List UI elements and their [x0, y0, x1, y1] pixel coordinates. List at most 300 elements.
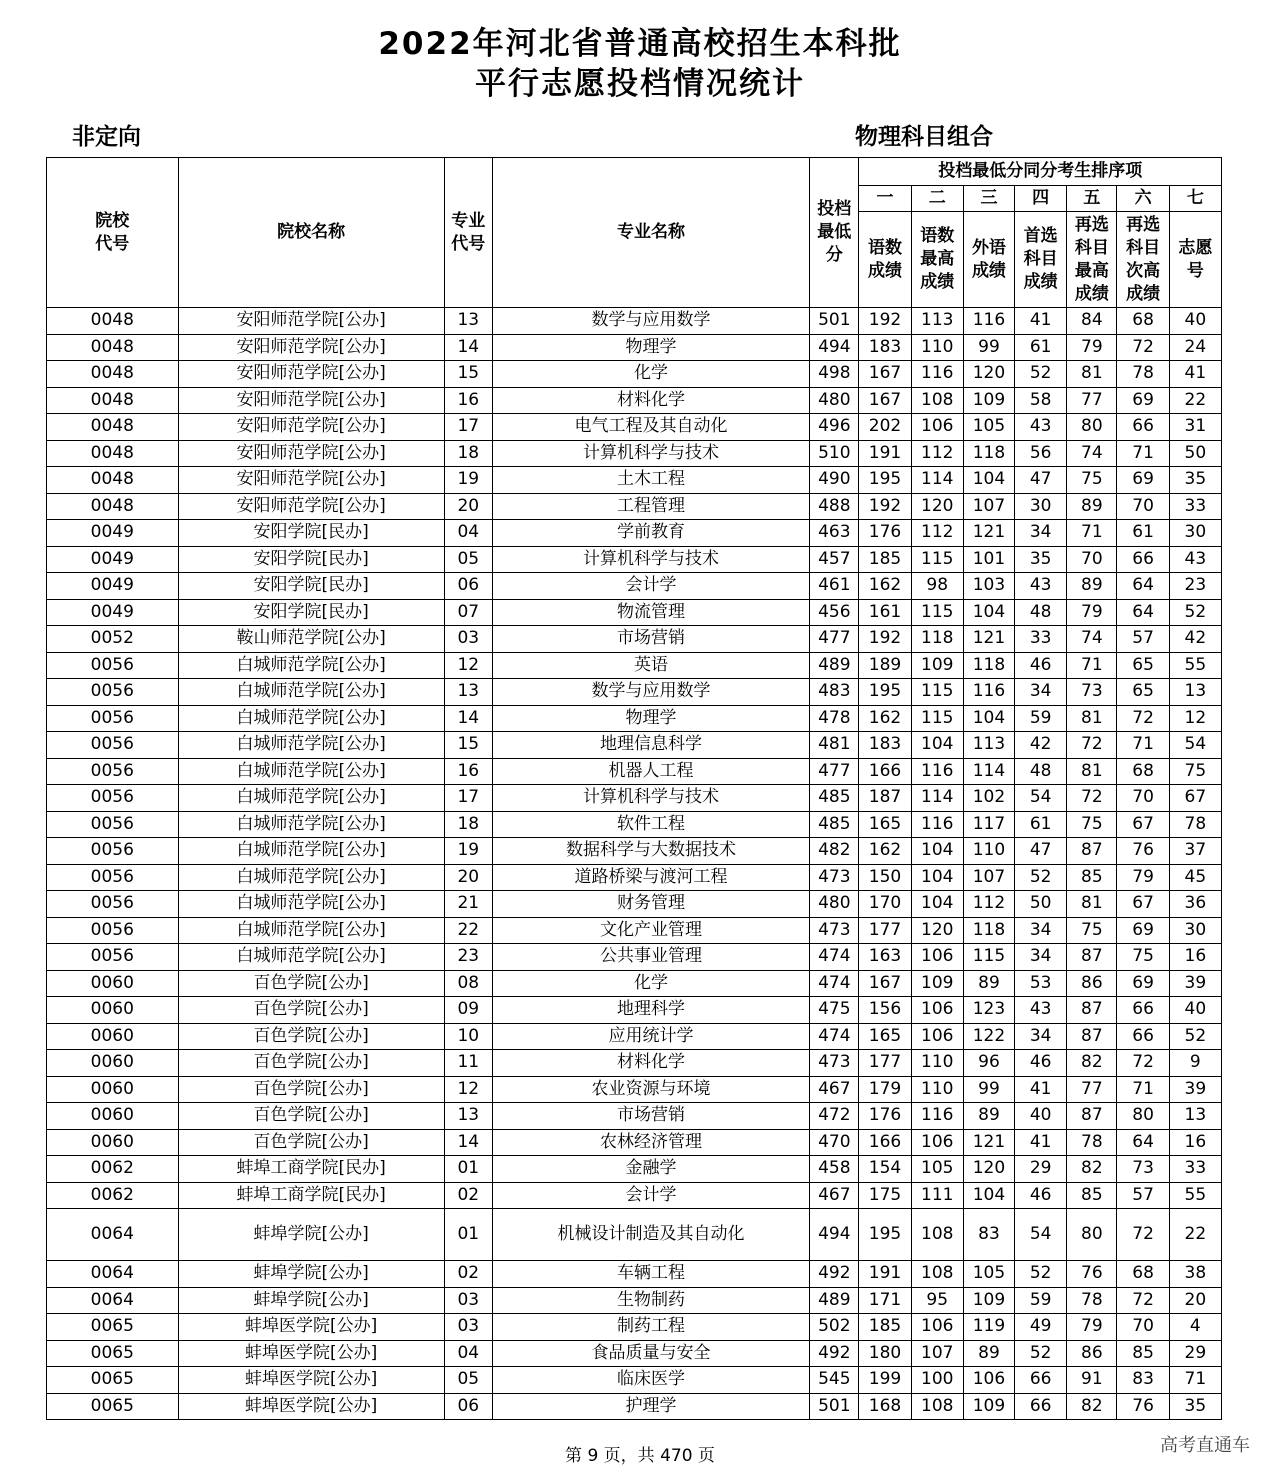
cell-chinese-math: 192	[859, 308, 911, 335]
cell-major-name: 财务管理	[492, 891, 809, 918]
page-footer: 第 9 页，共 470 页	[565, 1446, 715, 1466]
cell-chinese-math-max: 106	[911, 1314, 963, 1341]
cell-major-name: 金融学	[492, 1156, 809, 1183]
cell-chinese-math: 162	[859, 838, 911, 865]
cell-preference-no: 22	[1169, 387, 1221, 414]
cell-second-subject-max: 85	[1067, 864, 1117, 891]
cell-school-name: 安阳师范学院[公办]	[178, 334, 444, 361]
cell-preference-no: 78	[1169, 811, 1221, 838]
cell-first-subject: 48	[1015, 599, 1067, 626]
cell-chinese-math: 161	[859, 599, 911, 626]
cell-second-subject-max: 72	[1067, 732, 1117, 759]
cell-second-subject-next: 66	[1117, 1023, 1169, 1050]
cell-min-score: 485	[810, 785, 859, 812]
cell-major-code: 13	[444, 308, 492, 335]
cell-chinese-math-max: 106	[911, 1129, 963, 1156]
cell-foreign-lang: 109	[963, 1393, 1014, 1420]
cell-preference-no: 30	[1169, 917, 1221, 944]
header-rank-3: 三	[963, 186, 1014, 212]
cell-min-score: 463	[810, 520, 859, 547]
cell-second-subject-max: 73	[1067, 679, 1117, 706]
cell-school-code: 0064	[47, 1209, 179, 1261]
cell-major-code: 02	[444, 1261, 492, 1288]
cell-school-name: 安阳师范学院[公办]	[178, 361, 444, 388]
cell-first-subject: 54	[1015, 785, 1067, 812]
cell-min-score: 473	[810, 917, 859, 944]
table-row	[47, 1050, 1222, 1077]
cell-second-subject-next: 57	[1117, 626, 1169, 653]
cell-second-subject-next: 57	[1117, 1182, 1169, 1209]
cell-chinese-math-max: 115	[911, 546, 963, 573]
cell-chinese-math: 165	[859, 1023, 911, 1050]
table-row	[47, 1076, 1222, 1103]
table-row	[47, 1129, 1222, 1156]
cell-foreign-lang: 121	[963, 520, 1014, 547]
cell-major-code: 13	[444, 1103, 492, 1130]
cell-first-subject: 52	[1015, 1261, 1067, 1288]
cell-school-code: 0060	[47, 1076, 179, 1103]
cell-school-name: 蚌埠工商学院[民办]	[178, 1156, 444, 1183]
cell-second-subject-max: 87	[1067, 838, 1117, 865]
cell-second-subject-next: 67	[1117, 891, 1169, 918]
cell-min-score: 467	[810, 1076, 859, 1103]
cell-school-name: 百色学院[公办]	[178, 1023, 444, 1050]
cell-major-code: 06	[444, 573, 492, 600]
cell-second-subject-next: 71	[1117, 440, 1169, 467]
cell-major-code: 06	[444, 1393, 492, 1420]
cell-major-name: 材料化学	[492, 1050, 809, 1077]
table-row	[47, 440, 1222, 467]
cell-major-code: 19	[444, 467, 492, 494]
header-rank-7: 七	[1169, 186, 1221, 212]
cell-chinese-math: 192	[859, 626, 911, 653]
table-row	[47, 1393, 1222, 1420]
cell-foreign-lang: 104	[963, 467, 1014, 494]
cell-min-score: 498	[810, 361, 859, 388]
table-row	[47, 864, 1222, 891]
cell-second-subject-max: 74	[1067, 440, 1117, 467]
cell-school-name: 安阳师范学院[公办]	[178, 440, 444, 467]
cell-chinese-math: 162	[859, 573, 911, 600]
cell-second-subject-max: 87	[1067, 944, 1117, 971]
cell-chinese-math-max: 100	[911, 1367, 963, 1394]
cell-second-subject-next: 76	[1117, 1393, 1169, 1420]
cell-min-score: 489	[810, 652, 859, 679]
cell-major-name: 道路桥梁与渡河工程	[492, 864, 809, 891]
cell-school-name: 百色学院[公办]	[178, 1129, 444, 1156]
cell-preference-no: 20	[1169, 1287, 1221, 1314]
cell-first-subject: 59	[1015, 705, 1067, 732]
cell-major-code: 17	[444, 414, 492, 441]
cell-school-code: 0064	[47, 1261, 179, 1288]
cell-preference-no: 40	[1169, 308, 1221, 335]
cell-preference-no: 45	[1169, 864, 1221, 891]
cell-chinese-math-max: 106	[911, 944, 963, 971]
cell-major-code: 15	[444, 732, 492, 759]
cell-second-subject-max: 75	[1067, 917, 1117, 944]
header-rank-6: 六	[1117, 186, 1169, 212]
cell-foreign-lang: 89	[963, 1340, 1014, 1367]
cell-preference-no: 30	[1169, 520, 1221, 547]
cell-chinese-math-max: 116	[911, 811, 963, 838]
cell-major-code: 03	[444, 626, 492, 653]
cell-school-name: 百色学院[公办]	[178, 1076, 444, 1103]
cell-school-name: 白城师范学院[公办]	[178, 838, 444, 865]
cell-major-code: 12	[444, 652, 492, 679]
cell-chinese-math: 170	[859, 891, 911, 918]
cell-major-name: 英语	[492, 652, 809, 679]
cell-second-subject-next: 78	[1117, 361, 1169, 388]
cell-second-subject-max: 87	[1067, 1103, 1117, 1130]
cell-second-subject-max: 78	[1067, 1129, 1117, 1156]
cell-second-subject-next: 83	[1117, 1367, 1169, 1394]
cell-major-code: 07	[444, 599, 492, 626]
cell-foreign-lang: 102	[963, 785, 1014, 812]
cell-major-name: 化学	[492, 361, 809, 388]
cell-second-subject-next: 68	[1117, 308, 1169, 335]
cell-school-code: 0065	[47, 1367, 179, 1394]
cell-foreign-lang: 120	[963, 361, 1014, 388]
cell-preference-no: 35	[1169, 467, 1221, 494]
header-major-name: 专业名称	[492, 158, 809, 308]
table-row	[47, 758, 1222, 785]
cell-preference-no: 35	[1169, 1393, 1221, 1420]
cell-major-code: 13	[444, 679, 492, 706]
cell-second-subject-next: 69	[1117, 387, 1169, 414]
cell-major-code: 20	[444, 864, 492, 891]
cell-preference-no: 52	[1169, 1023, 1221, 1050]
cell-second-subject-next: 66	[1117, 997, 1169, 1024]
cell-second-subject-next: 68	[1117, 758, 1169, 785]
cell-foreign-lang: 119	[963, 1314, 1014, 1341]
cell-min-score: 475	[810, 997, 859, 1024]
table-row	[47, 997, 1222, 1024]
cell-major-code: 04	[444, 520, 492, 547]
cell-first-subject: 46	[1015, 652, 1067, 679]
cell-school-name: 白城师范学院[公办]	[178, 811, 444, 838]
cell-chinese-math-max: 112	[911, 520, 963, 547]
cell-school-code: 0056	[47, 838, 179, 865]
table-row	[47, 705, 1222, 732]
cell-major-code: 05	[444, 546, 492, 573]
cell-second-subject-next: 72	[1117, 1287, 1169, 1314]
cell-chinese-math-max: 106	[911, 997, 963, 1024]
cell-chinese-math: 195	[859, 467, 911, 494]
cell-chinese-math: 175	[859, 1182, 911, 1209]
cell-school-name: 白城师范学院[公办]	[178, 891, 444, 918]
table-row	[47, 361, 1222, 388]
cell-school-code: 0052	[47, 626, 179, 653]
cell-second-subject-next: 65	[1117, 679, 1169, 706]
cell-chinese-math-max: 104	[911, 864, 963, 891]
cell-preference-no: 55	[1169, 1182, 1221, 1209]
cell-chinese-math: 150	[859, 864, 911, 891]
cell-chinese-math-max: 116	[911, 758, 963, 785]
cell-school-name: 蚌埠医学院[公办]	[178, 1367, 444, 1394]
cell-first-subject: 66	[1015, 1393, 1067, 1420]
cell-min-score: 458	[810, 1156, 859, 1183]
subtitle-category: 非定向	[72, 124, 141, 150]
cell-major-name: 化学	[492, 970, 809, 997]
cell-second-subject-max: 87	[1067, 997, 1117, 1024]
cell-chinese-math-max: 104	[911, 732, 963, 759]
cell-preference-no: 24	[1169, 334, 1221, 361]
cell-major-code: 18	[444, 440, 492, 467]
table-row	[47, 1156, 1222, 1183]
table-row	[47, 1314, 1222, 1341]
cell-school-name: 白城师范学院[公办]	[178, 732, 444, 759]
cell-chinese-math-max: 115	[911, 679, 963, 706]
cell-chinese-math-max: 111	[911, 1182, 963, 1209]
table-row	[47, 891, 1222, 918]
cell-second-subject-max: 84	[1067, 308, 1117, 335]
cell-chinese-math-max: 120	[911, 917, 963, 944]
cell-chinese-math: 195	[859, 679, 911, 706]
cell-second-subject-max: 71	[1067, 520, 1117, 547]
cell-school-name: 蚌埠工商学院[民办]	[178, 1182, 444, 1209]
cell-preference-no: 33	[1169, 1156, 1221, 1183]
cell-chinese-math-max: 114	[911, 467, 963, 494]
subtitle-subject-group: 物理科目组合	[855, 124, 993, 150]
cell-second-subject-max: 72	[1067, 785, 1117, 812]
table-row	[47, 1023, 1222, 1050]
cell-second-subject-max: 70	[1067, 546, 1117, 573]
cell-second-subject-max: 81	[1067, 705, 1117, 732]
cell-first-subject: 66	[1015, 1367, 1067, 1394]
cell-major-code: 03	[444, 1314, 492, 1341]
cell-school-code: 0056	[47, 705, 179, 732]
cell-min-score: 501	[810, 1393, 859, 1420]
table-row	[47, 1261, 1222, 1288]
cell-foreign-lang: 105	[963, 414, 1014, 441]
cell-chinese-math-max: 110	[911, 334, 963, 361]
cell-preference-no: 13	[1169, 1103, 1221, 1130]
cell-first-subject: 41	[1015, 308, 1067, 335]
table-row	[47, 387, 1222, 414]
cell-min-score: 481	[810, 732, 859, 759]
cell-second-subject-next: 68	[1117, 1261, 1169, 1288]
table-row	[47, 334, 1222, 361]
cell-school-name: 安阳学院[民办]	[178, 520, 444, 547]
cell-chinese-math: 179	[859, 1076, 911, 1103]
cell-major-name: 应用统计学	[492, 1023, 809, 1050]
cell-second-subject-next: 72	[1117, 334, 1169, 361]
cell-major-code: 18	[444, 811, 492, 838]
cell-school-code: 0048	[47, 467, 179, 494]
cell-second-subject-max: 78	[1067, 1287, 1117, 1314]
cell-first-subject: 52	[1015, 1340, 1067, 1367]
cell-chinese-math-max: 108	[911, 1393, 963, 1420]
cell-preference-no: 29	[1169, 1340, 1221, 1367]
cell-min-score: 492	[810, 1261, 859, 1288]
cell-min-score: 474	[810, 1023, 859, 1050]
cell-school-code: 0062	[47, 1156, 179, 1183]
cell-chinese-math: 185	[859, 546, 911, 573]
cell-foreign-lang: 89	[963, 970, 1014, 997]
cell-chinese-math-max: 106	[911, 1023, 963, 1050]
cell-major-name: 工程管理	[492, 493, 809, 520]
cell-min-score: 483	[810, 679, 859, 706]
cell-second-subject-max: 71	[1067, 652, 1117, 679]
header-rank-5: 五	[1067, 186, 1117, 212]
cell-second-subject-next: 79	[1117, 864, 1169, 891]
cell-preference-no: 43	[1169, 546, 1221, 573]
cell-school-name: 蚌埠医学院[公办]	[178, 1340, 444, 1367]
cell-foreign-lang: 116	[963, 308, 1014, 335]
cell-major-code: 03	[444, 1287, 492, 1314]
cell-chinese-math: 191	[859, 440, 911, 467]
cell-school-code: 0056	[47, 679, 179, 706]
cell-major-name: 机器人工程	[492, 758, 809, 785]
cell-preference-no: 41	[1169, 361, 1221, 388]
cell-chinese-math: 177	[859, 917, 911, 944]
cell-foreign-lang: 89	[963, 1103, 1014, 1130]
cell-major-code: 10	[444, 1023, 492, 1050]
cell-major-name: 土木工程	[492, 467, 809, 494]
cell-preference-no: 9	[1169, 1050, 1221, 1077]
cell-major-name: 物理学	[492, 705, 809, 732]
cell-foreign-lang: 96	[963, 1050, 1014, 1077]
cell-chinese-math-max: 113	[911, 308, 963, 335]
cell-major-name: 数学与应用数学	[492, 679, 809, 706]
table-row	[47, 493, 1222, 520]
cell-school-code: 0048	[47, 387, 179, 414]
table-row	[47, 1209, 1222, 1261]
cell-school-code: 0065	[47, 1340, 179, 1367]
cell-foreign-lang: 120	[963, 1156, 1014, 1183]
cell-school-code: 0048	[47, 361, 179, 388]
cell-preference-no: 54	[1169, 732, 1221, 759]
cell-major-name: 会计学	[492, 1182, 809, 1209]
cell-major-name: 地理信息科学	[492, 732, 809, 759]
cell-school-name: 蚌埠学院[公办]	[178, 1287, 444, 1314]
cell-first-subject: 41	[1015, 1129, 1067, 1156]
table-row	[47, 970, 1222, 997]
cell-preference-no: 13	[1169, 679, 1221, 706]
cell-chinese-math-max: 110	[911, 1076, 963, 1103]
cell-school-name: 白城师范学院[公办]	[178, 944, 444, 971]
table-row	[47, 467, 1222, 494]
cell-school-name: 白城师范学院[公办]	[178, 917, 444, 944]
cell-first-subject: 52	[1015, 864, 1067, 891]
cell-school-name: 百色学院[公办]	[178, 970, 444, 997]
cell-min-score: 457	[810, 546, 859, 573]
cell-second-subject-max: 87	[1067, 1023, 1117, 1050]
cell-chinese-math: 154	[859, 1156, 911, 1183]
cell-school-name: 蚌埠学院[公办]	[178, 1261, 444, 1288]
cell-first-subject: 41	[1015, 1076, 1067, 1103]
cell-second-subject-max: 85	[1067, 1182, 1117, 1209]
cell-major-name: 物流管理	[492, 599, 809, 626]
cell-school-code: 0049	[47, 573, 179, 600]
cell-first-subject: 61	[1015, 811, 1067, 838]
cell-foreign-lang: 118	[963, 917, 1014, 944]
cell-second-subject-next: 72	[1117, 1209, 1169, 1261]
cell-major-code: 15	[444, 361, 492, 388]
cell-school-code: 0060	[47, 1023, 179, 1050]
cell-preference-no: 55	[1169, 652, 1221, 679]
cell-chinese-math: 166	[859, 758, 911, 785]
table-row	[47, 573, 1222, 600]
cell-preference-no: 39	[1169, 1076, 1221, 1103]
cell-chinese-math: 187	[859, 785, 911, 812]
cell-second-subject-max: 81	[1067, 758, 1117, 785]
cell-second-subject-next: 69	[1117, 970, 1169, 997]
cell-school-code: 0065	[47, 1393, 179, 1420]
cell-first-subject: 29	[1015, 1156, 1067, 1183]
cell-major-code: 19	[444, 838, 492, 865]
cell-school-code: 0048	[47, 308, 179, 335]
header-sort-item-3: 外语成绩	[963, 212, 1014, 308]
watermark: 高考直通车	[1160, 1435, 1250, 1456]
cell-major-code: 01	[444, 1156, 492, 1183]
cell-school-code: 0060	[47, 1050, 179, 1077]
cell-school-name: 安阳师范学院[公办]	[178, 467, 444, 494]
cell-first-subject: 54	[1015, 1209, 1067, 1261]
cell-preference-no: 12	[1169, 705, 1221, 732]
cell-foreign-lang: 115	[963, 944, 1014, 971]
cell-preference-no: 23	[1169, 573, 1221, 600]
cell-chinese-math: 185	[859, 1314, 911, 1341]
cell-chinese-math-max: 110	[911, 1050, 963, 1077]
cell-second-subject-next: 64	[1117, 599, 1169, 626]
cell-chinese-math: 176	[859, 520, 911, 547]
cell-school-name: 白城师范学院[公办]	[178, 758, 444, 785]
cell-chinese-math: 162	[859, 705, 911, 732]
cell-second-subject-max: 86	[1067, 970, 1117, 997]
cell-foreign-lang: 83	[963, 1209, 1014, 1261]
table-row	[47, 520, 1222, 547]
cell-major-code: 09	[444, 997, 492, 1024]
cell-second-subject-next: 69	[1117, 467, 1169, 494]
cell-min-score: 502	[810, 1314, 859, 1341]
table-row	[47, 652, 1222, 679]
cell-major-code: 20	[444, 493, 492, 520]
cell-preference-no: 22	[1169, 1209, 1221, 1261]
cell-min-score: 489	[810, 1287, 859, 1314]
cell-school-name: 蚌埠医学院[公办]	[178, 1393, 444, 1420]
table-row	[47, 308, 1222, 335]
cell-school-name: 百色学院[公办]	[178, 1050, 444, 1077]
cell-school-name: 安阳学院[民办]	[178, 573, 444, 600]
cell-foreign-lang: 99	[963, 1076, 1014, 1103]
cell-second-subject-next: 85	[1117, 1340, 1169, 1367]
cell-first-subject: 58	[1015, 387, 1067, 414]
cell-second-subject-max: 82	[1067, 1050, 1117, 1077]
cell-foreign-lang: 110	[963, 838, 1014, 865]
cell-school-code: 0048	[47, 493, 179, 520]
cell-foreign-lang: 107	[963, 493, 1014, 520]
page-title-line2: 平行志愿投档情况统计	[475, 66, 805, 102]
cell-foreign-lang: 105	[963, 1261, 1014, 1288]
cell-school-name: 蚌埠学院[公办]	[178, 1209, 444, 1261]
page-title-line1: 2022年河北省普通高校招生本科批	[378, 26, 902, 62]
cell-school-code: 0056	[47, 917, 179, 944]
cell-school-name: 安阳学院[民办]	[178, 599, 444, 626]
cell-school-code: 0062	[47, 1182, 179, 1209]
cell-major-name: 文化产业管理	[492, 917, 809, 944]
cell-foreign-lang: 112	[963, 891, 1014, 918]
cell-preference-no: 67	[1169, 785, 1221, 812]
cell-foreign-lang: 106	[963, 1367, 1014, 1394]
cell-chinese-math-max: 104	[911, 838, 963, 865]
cell-school-code: 0056	[47, 864, 179, 891]
cell-preference-no: 36	[1169, 891, 1221, 918]
table-row	[47, 917, 1222, 944]
cell-chinese-math-max: 108	[911, 1261, 963, 1288]
cell-first-subject: 59	[1015, 1287, 1067, 1314]
cell-min-score: 477	[810, 626, 859, 653]
